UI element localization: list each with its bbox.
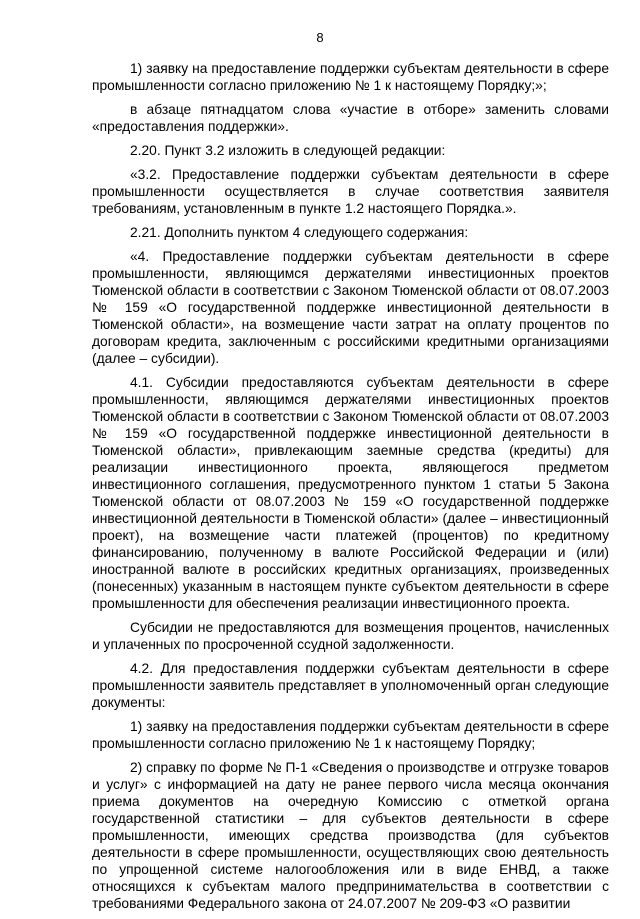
paragraph: 1) заявку на предоставление поддержки субъектам деятельности в сфере промышленности согласно приложению № 1 к настоящему Порядку;»; [92, 61, 609, 93]
paragraph: 4.2. Для предоставления поддержки субъектам деятельности в сфере промышленности заявитель представляет в уполномоченный орган следующие документы: [92, 661, 609, 710]
paragraph: «4. Предоставление поддержки субъектам деятельности в сфере промышленности, являющимся держателями инвестиционных проектов Тюменской области в соответствии с Законом Тюменской области от 08.07.2003 № 159 «О государственной поддержке инвестиционной деятельности в Тюменской области», на возмещение части затрат на оплату процентов по договорам кредита, заключенным с российскими кредитными организациями (далее – субсидии). [92, 249, 609, 366]
paragraph: 1) заявку на предоставления поддержки субъектам деятельности в сфере промышленности согласно приложению № 1 к настоящему Порядку; [92, 719, 609, 751]
paragraph: 4.1. Субсидии предоставляются субъектам деятельности в сфере промышленности, являющимся держателями инвестиционных проектов Тюменской области в соответствии с Законом Тюменской области от 08.07.2003 № 159 «О государственной поддержке инвестиционной деятельности в Тюменской области», привлекающим заемные средства (кредиты) для реализации инвестиционного проекта, являющегося предметом инвестиционного соглашения, предусмотренного пунктом 1 статьи 5 Закона Тюменской области от 08.07.2003 № 159 «О государственной поддержке инвестиционной деятельности в Тюменской области» (далее – инвестиционный проект), на возмещение части платежей (процентов) по кредитному финансированию, полученному в валюте Российской Федерации и (или) иностранной валюте в российских кредитных организациях, произведенных (понесенных) указанным в настоящем пункте субъектом деятельности в сфере промышленности для обеспечения реализации инвестиционного проекта. [92, 375, 609, 611]
paragraph: в абзаце пятнадцатом слова «участие в отборе» заменить словами «предоставления поддержки». [92, 102, 609, 134]
paragraph: 2.20. Пункт 3.2 изложить в следующей редакции: [130, 143, 446, 158]
paragraph: Субсидии не предоставляются для возмещения процентов, начисленных и уплаченных по просроченной ссудной задолженности. [92, 620, 609, 652]
paragraph: «3.2. Предоставление поддержки субъектам деятельности в сфере промышленности осуществляется в случае соответствия заявителя требованиям, установленным в пункте 1.2 настоящего Порядка.». [92, 167, 609, 216]
page-number: 8 [316, 30, 324, 45]
paragraph: 2) справку по форме № П-1 «Сведения о производстве и отгрузке товаров и услуг» с информацией на дату не ранее первого числа месяца окончания приема документов на очередную Комиссию с отметкой органа государственной статистики – для субъектов деятельности в сфере промышленности, имеющих средства производства (для субъектов деятельности в сфере промышленности, осуществляющих свою деятельность по упрощенной системе налогообложения или в виде ЕНВД, а также относящихся к субъектам малого предпринимательства в соответствии с требованиями Федерального закона от 24.07.2007 № 209-ФЗ «О развитии [92, 760, 609, 911]
document-body [92, 60, 609, 919]
paragraph: 2.21. Дополнить пунктом 4 следующего содержания: [130, 225, 469, 240]
